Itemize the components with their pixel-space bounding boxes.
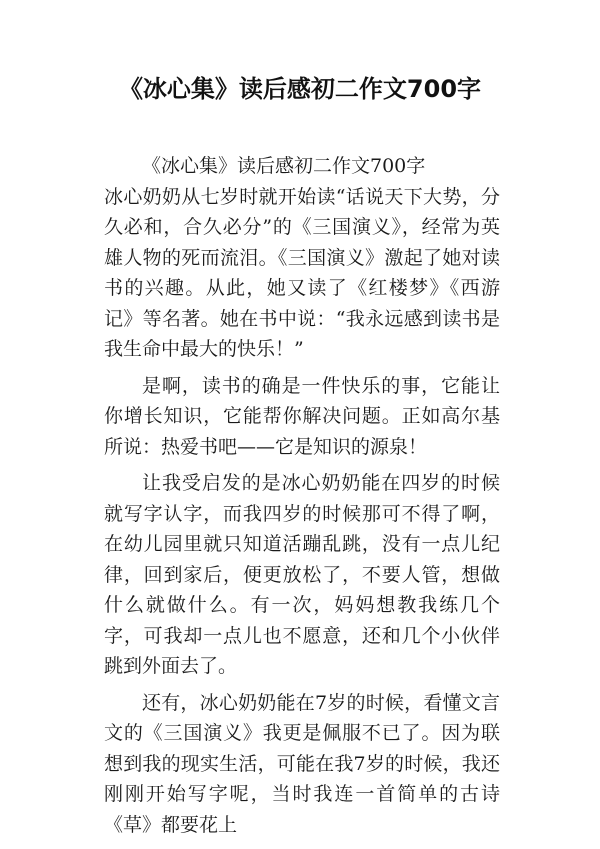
- paragraph: 冰心奶奶从七岁时就开始读“话说天下大势，分久必和，合久必分”的《三国演义》，经常为英雄人物的死而流泪。《三国演义》激起了她对读书的兴趣。从此，她又读了《红楼梦》《西游记》等名著。她在书中说：“我永远感到读书是我生命中最大的快乐！”: [104, 185, 500, 360]
- paragraph: 让我受启发的是冰心奶奶能在四岁的时候就写字认字，而我四岁的时候那可不得了啊，在幼儿园里就只知道活蹦乱跳，没有一点儿纪律，回到家后，便更放松了，不要人管，想做什么就做什么。有一次，妈妈想教我练几个字，可我却一点儿也不愿意，还和几个小伙伴跳到外面去了。: [104, 472, 500, 677]
- document-body: [104, 151, 500, 840]
- paragraph: 是啊，读书的确是一件快乐的事，它能让你增长知识，它能帮你解决问题。正如高尔基所说：热爱书吧——它是知识的源泉！: [104, 374, 500, 458]
- document-title: 《冰心集》读后感初二作文700字: [118, 75, 482, 103]
- paragraph: 还有，冰心奶奶能在7岁的时候，看懂文言文的《三国演义》我更是佩服不已了。因为联想到我的现实生活，可能在我7岁的时候，我还刚刚开始写字呢，当时我连一首简单的古诗《草》都要花上: [104, 691, 500, 836]
- paragraph-subtitle: 《冰心集》读后感初二作文700字: [142, 155, 426, 177]
